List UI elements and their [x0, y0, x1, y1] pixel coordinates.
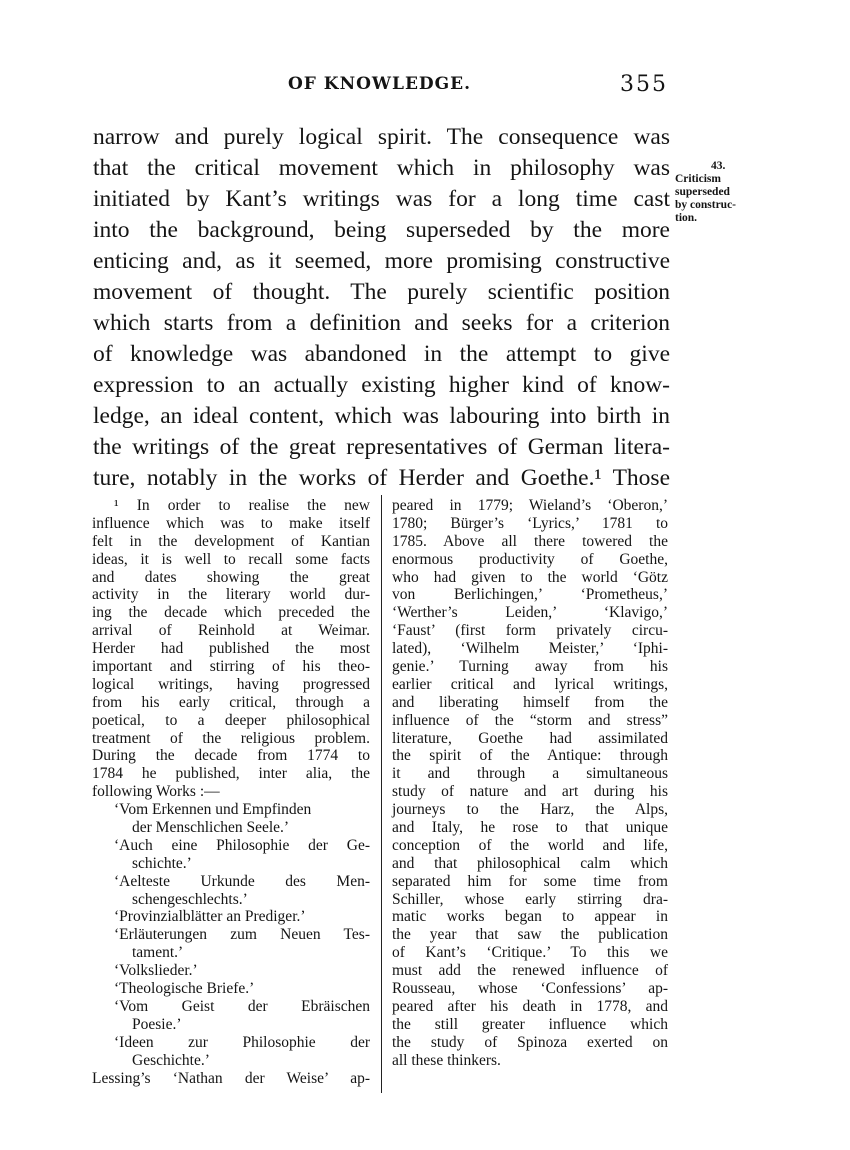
footnote-line: and that philosophical calm which: [392, 854, 668, 872]
footnote-line: genie.’ Turning away from his: [392, 658, 668, 676]
footnote-line: it and through a simultaneous: [392, 765, 668, 783]
text-line: which starts from a definition and seeks for a criterion: [93, 310, 670, 336]
text-line: initiated by Kant’s writings was for a long time cast: [93, 186, 670, 212]
footnote-line: enormous productivity of Goethe,: [392, 550, 668, 568]
footnote-line: ideas, it is well to recall some facts: [92, 550, 370, 568]
footnote-line: Lessing’s ‘Nathan der Weise’ ap-: [92, 1069, 370, 1087]
column-divider: [381, 495, 382, 1093]
work-title: der Menschlichen Seele.’: [132, 819, 290, 837]
footnote-line: peared in 1779; Wieland’s ‘Oberon,’: [392, 497, 668, 514]
footnote-line: separated him for some time from: [392, 872, 668, 890]
footnote-line: activity in the literary world dur-: [92, 586, 370, 604]
footnote-line: ing the decade which preceded the: [92, 604, 370, 622]
footnote-line: all these thinkers.: [392, 1051, 501, 1069]
work-title: Geschichte.’: [132, 1051, 210, 1069]
margin-note-line: Criticism: [675, 173, 721, 185]
footnote-line: the year that saw the publication: [392, 926, 668, 944]
work-title: schengeschlechts.’: [132, 890, 248, 908]
footnote-line: treatment of the religious problem.: [92, 729, 370, 747]
work-title: ‘Vom Geist der Ebräischen: [114, 997, 370, 1015]
work-title: ‘Auch eine Philosophie der Ge-: [114, 836, 370, 854]
footnote-line: conception of the world and life,: [392, 836, 668, 854]
footnote-line: from his early critical, through a: [92, 693, 370, 711]
footnote-line: During the decade from 1774 to: [92, 747, 370, 765]
footnote-line: Herder had published the most: [92, 640, 370, 658]
text-line: ture, notably in the works of Herder and Goethe.¹ Those: [93, 465, 670, 491]
margin-note-number: 43.: [711, 160, 726, 172]
footnote-line: ¹ In order to realise the new: [114, 497, 370, 514]
footnote-line: lated), ‘Wilhelm Meister,’ ‘Iphi-: [392, 640, 668, 658]
footnote-line: peared after his death in 1778, and: [392, 997, 668, 1015]
footnote-line: poetical, to a deeper philosophical: [92, 711, 370, 729]
footnote-line: following Works :—: [92, 783, 220, 801]
footnote-line: journeys to the Harz, the Alps,: [392, 801, 668, 819]
margin-note: [675, 160, 780, 225]
text-line: narrow and purely logical spirit. The consequence was: [93, 124, 670, 150]
margin-note-line: tion.: [675, 212, 698, 224]
footnote-line: the study of Spinoza exerted on: [392, 1033, 668, 1051]
footnote-line: of Kant’s ‘Critique.’ To this we: [392, 944, 668, 962]
footnote-line: matic works began to appear in: [392, 908, 668, 926]
text-line: of knowledge was abandoned in the attempt to give: [93, 341, 670, 367]
text-line: the writings of the great representatives of German litera-: [93, 434, 670, 460]
work-title: tament.’: [132, 944, 184, 962]
footnote-line: literature, Goethe had assimilated: [392, 729, 668, 747]
footnote-line: felt in the development of Kantian: [92, 532, 370, 550]
footnote-line: who had given to the world ‘Götz: [392, 568, 668, 586]
footnote-line: the still greater influence which: [392, 1015, 668, 1033]
footnote-line: 1784 he published, inter alia, the: [92, 765, 370, 783]
work-title: ‘Aelteste Urkunde des Men-: [114, 872, 370, 890]
footnote-line: arrival of Reinhold at Weimar.: [92, 622, 370, 640]
footnote-line: must add the renewed influence of: [392, 962, 668, 980]
footnote-line: influence which was to make itself: [92, 514, 370, 532]
footnote-line: study of nature and art during his: [392, 783, 668, 801]
text-line: ledge, an ideal content, which was labouring into birth in: [93, 403, 670, 429]
text-line: movement of thought. The purely scientific position: [93, 279, 670, 305]
work-title: ‘Vom Erkennen und Empfinden: [114, 801, 312, 819]
footnote-line: von Berlichingen,’ ‘Prometheus,’: [392, 586, 668, 604]
work-title: schichte.’: [132, 854, 192, 872]
footnote-line: ‘Werther’s Leiden,’ ‘Klavigo,’: [392, 604, 668, 622]
footnote-right-column: [392, 497, 668, 1070]
work-title: ‘Erläuterungen zum Neuen Tes-: [114, 926, 370, 944]
footnote-left-column: [92, 497, 370, 1087]
footnote-line: ‘Faust’ (first form privately circu-: [392, 622, 668, 640]
margin-note-line: superseded: [675, 186, 730, 198]
work-title: ‘Theologische Briefe.’: [114, 980, 255, 998]
text-line: that the critical movement which in philosophy was: [93, 155, 670, 181]
margin-note-line: by construc-: [675, 199, 737, 211]
work-title: Poesie.’: [132, 1015, 182, 1033]
work-title: ‘Volkslieder.’: [114, 962, 198, 980]
work-title: ‘Ideen zur Philosophie der: [114, 1033, 370, 1051]
footnote-line: and Italy, he rose to that unique: [392, 819, 668, 837]
running-head: OF KNOWLEDGE.: [288, 74, 472, 94]
footnote-line: Rousseau, whose ‘Confessions’ ap-: [392, 980, 668, 998]
footnote-line: earlier critical and lyrical writings,: [392, 675, 668, 693]
footnote-line: Schiller, whose early stirring dra-: [392, 890, 668, 908]
footnote-line: 1780; Bürger’s ‘Lyrics,’ 1781 to: [392, 514, 668, 532]
work-title: ‘Provinzialblätter an Prediger.’: [114, 908, 306, 926]
text-line: into the background, being superseded by the more: [93, 217, 670, 243]
text-line: expression to an actually existing higher kind of know-: [93, 372, 670, 398]
page-number: 355: [620, 72, 668, 97]
footnote-line: and dates showing the great: [92, 568, 370, 586]
footnote-line: and liberating himself from the: [392, 693, 668, 711]
main-text: [93, 122, 670, 494]
text-line: enticing and, as it seemed, more promising constructive: [93, 248, 670, 274]
footnote-line: important and stirring of his theo-: [92, 658, 370, 676]
footnote-line: the spirit of the Antique: through: [392, 747, 668, 765]
footnote-line: logical writings, having progressed: [92, 675, 370, 693]
footnote-line: influence of the “storm and stress”: [392, 711, 668, 729]
footnote-line: 1785. Above all there towered the: [392, 532, 668, 550]
